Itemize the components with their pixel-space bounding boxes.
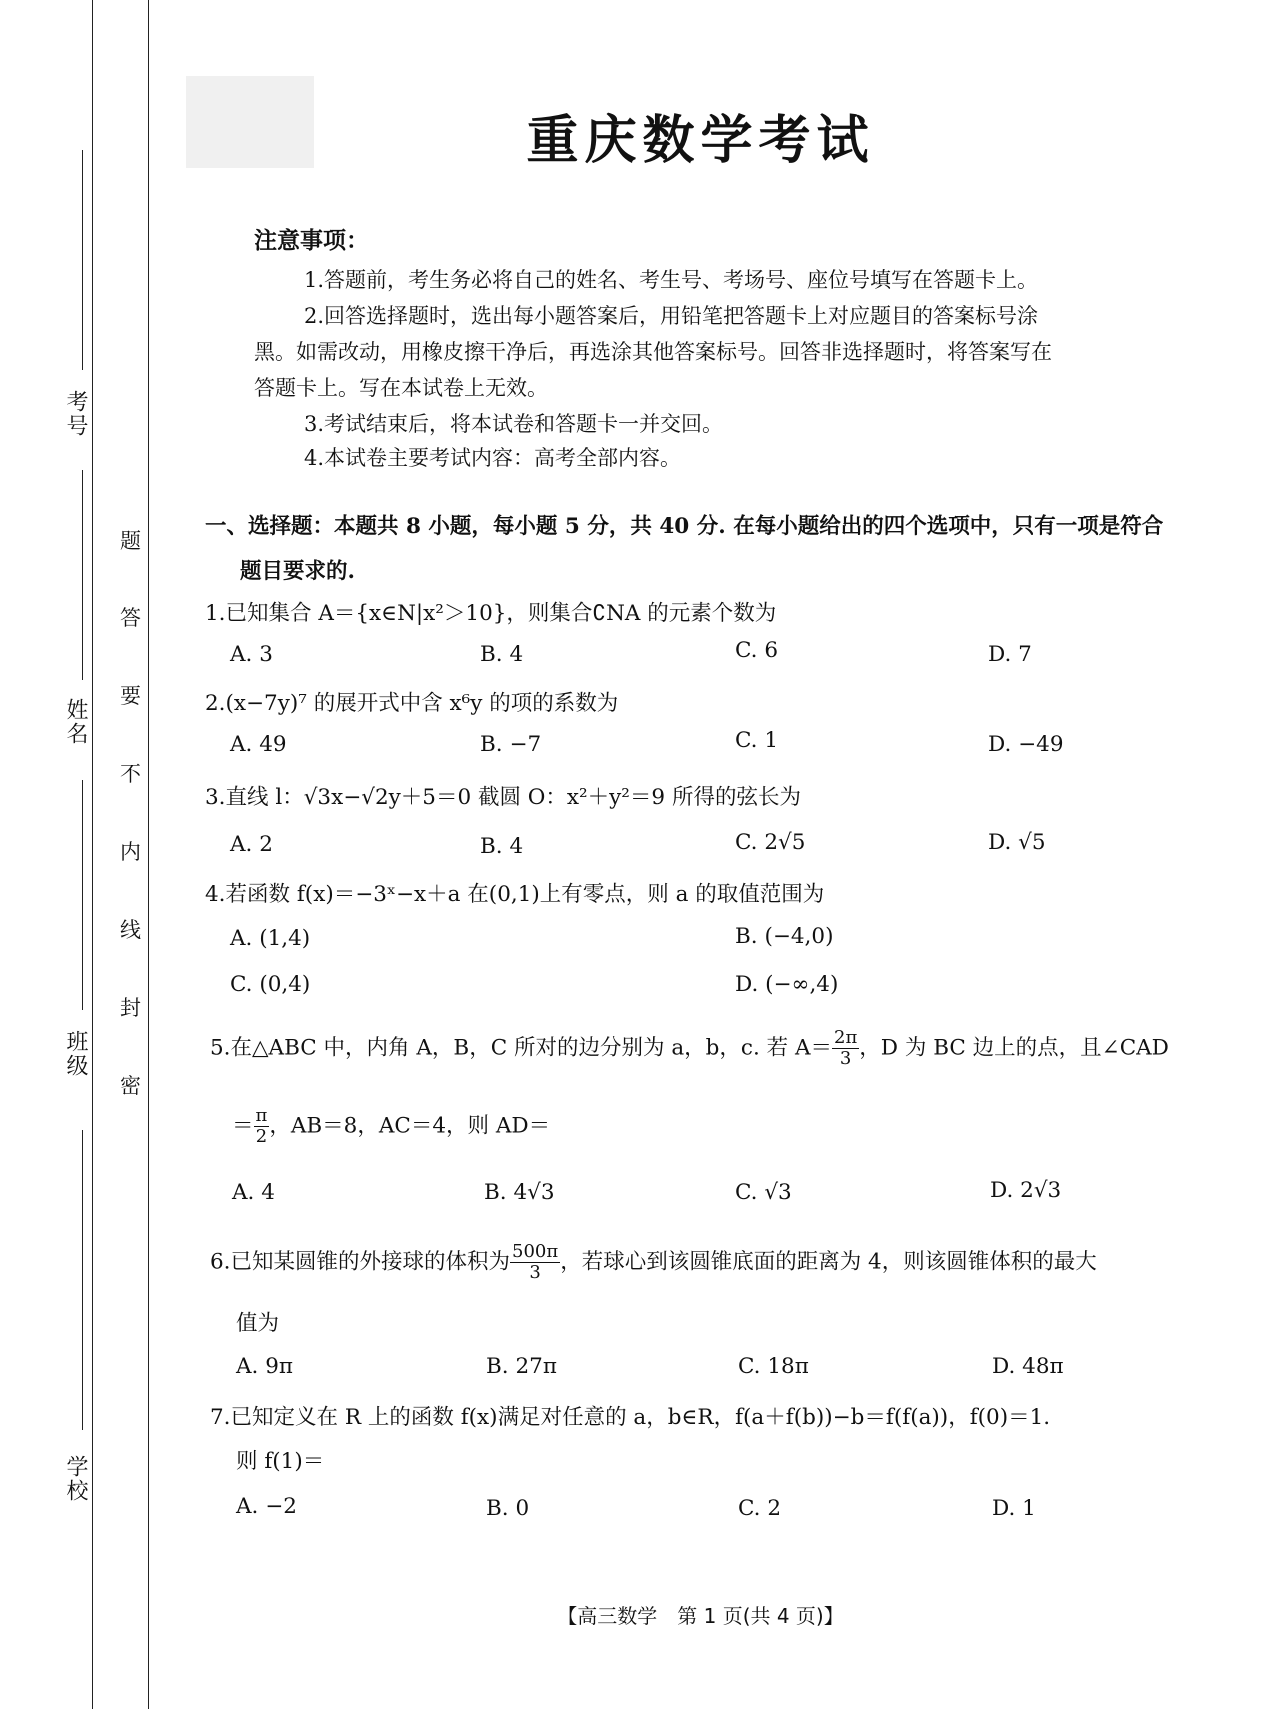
q4-option-d[interactable]: D. (−∞,4) bbox=[735, 972, 839, 997]
question-5-stem-line2 bbox=[232, 1106, 550, 1147]
note-2b: 黑。如需改动，用橡皮擦干净后，再选涂其他答案标号。回答非选择题时，将答案写在 bbox=[254, 340, 1052, 364]
q6-stem-a: 6.已知某圆锥的外接球的体积为 bbox=[210, 1249, 511, 1275]
q7-option-c[interactable]: C. 2 bbox=[738, 1496, 782, 1521]
q6-stem-b: ，若球心到该圆锥底面的距离为 4，则该圆锥体积的最大 bbox=[560, 1249, 1097, 1275]
xuexiao-blank[interactable] bbox=[82, 1130, 83, 1430]
q6-option-d[interactable]: D. 48π bbox=[992, 1354, 1064, 1379]
question-7-stem-line2: 则 f(1)＝ bbox=[236, 1449, 325, 1474]
q3-option-b[interactable]: B. 4 bbox=[480, 834, 524, 859]
question-7-stem-line1: 7.已知定义在 R 上的函数 f(x)满足对任意的 a，b∈R，f(a＋f(b))−b＝f(f(a))，f(0)＝1. bbox=[210, 1405, 1051, 1430]
q5-frac-b-den: 2 bbox=[255, 1126, 268, 1147]
q4-option-b[interactable]: B. (−4,0) bbox=[735, 924, 834, 949]
q5-option-d[interactable]: D. 2√3 bbox=[990, 1178, 1062, 1203]
q4-option-a[interactable]: A. (1,4) bbox=[230, 926, 311, 951]
q1-option-b[interactable]: B. 4 bbox=[480, 642, 524, 667]
q3-option-d[interactable]: D. √5 bbox=[988, 830, 1046, 855]
q7-option-d[interactable]: D. 1 bbox=[992, 1496, 1036, 1521]
q6-option-a[interactable]: A. 9π bbox=[236, 1354, 294, 1379]
binding-line-inner bbox=[148, 0, 149, 1709]
kaohao-label: 考号 bbox=[63, 390, 88, 438]
q6-option-c[interactable]: C. 18π bbox=[738, 1354, 809, 1379]
binding-line-outer bbox=[92, 0, 93, 1709]
q2-option-b[interactable]: B. −7 bbox=[480, 732, 542, 757]
q5-option-c[interactable]: C. √3 bbox=[735, 1180, 792, 1205]
seal-char: 内 bbox=[120, 840, 141, 864]
seal-char: 线 bbox=[120, 918, 141, 942]
q2-option-d[interactable]: D. −49 bbox=[988, 732, 1064, 757]
question-6-stem-line1 bbox=[210, 1242, 1097, 1283]
q1-option-a[interactable]: A. 3 bbox=[230, 642, 273, 667]
seal-char: 封 bbox=[120, 996, 141, 1020]
seal-char: 答 bbox=[120, 606, 141, 630]
q6-fraction bbox=[510, 1242, 560, 1283]
q5-stem-d: ，AB＝8，AC＝4，则 AD＝ bbox=[269, 1113, 551, 1139]
q5-frac-b-num: π bbox=[255, 1105, 268, 1126]
q5-frac-a-den: 3 bbox=[839, 1048, 852, 1069]
q5-stem-a: 5.在△ABC 中，内角 A，B，C 所对的边分别为 a，b，c. 若 A＝ bbox=[210, 1035, 832, 1061]
q2-option-a[interactable]: A. 49 bbox=[230, 732, 287, 757]
seal-char: 密 bbox=[120, 1074, 141, 1098]
seal-char: 不 bbox=[120, 762, 141, 786]
xingming-label: 姓名 bbox=[63, 698, 88, 746]
note-3: 3.考试结束后，将本试卷和答题卡一并交回。 bbox=[304, 412, 724, 436]
question-1-stem: 1.已知集合 A＝{x∈N|x²＞10}，则集合∁NA 的元素个数为 bbox=[205, 601, 777, 626]
page-title: 重庆数学考试 bbox=[526, 111, 875, 171]
note-1: 1.答题前，考生务必将自己的姓名、考生号、考场号、座位号填写在答题卡上。 bbox=[304, 268, 1039, 292]
page-footer: 【高三数学 第 1 页(共 4 页)】 bbox=[557, 1604, 844, 1628]
xuexiao-label: 学校 bbox=[63, 1455, 88, 1503]
seal-char: 要 bbox=[120, 684, 141, 708]
seal-char: 题 bbox=[120, 529, 141, 553]
q6-frac-den: 3 bbox=[529, 1262, 541, 1283]
section-1-heading: 一、选择题：本题共 8 小题，每小题 5 分，共 40 分. 在每小题给出的四个选项中，只有一项是符合 bbox=[205, 514, 1164, 539]
q2-option-c[interactable]: C. 1 bbox=[735, 728, 779, 753]
note-2a: 2.回答选择题时，选出每小题答案后，用铅笔把答题卡上对应题目的答案标号涂 bbox=[304, 304, 1039, 328]
note-2c: 答题卡上。写在本试卷上无效。 bbox=[254, 376, 548, 400]
q5-frac-a-num: 2π bbox=[834, 1027, 858, 1048]
banji-blank[interactable] bbox=[82, 780, 83, 1010]
kaohao-blank[interactable] bbox=[82, 150, 83, 370]
q3-option-a[interactable]: A. 2 bbox=[230, 832, 273, 857]
question-3-stem: 3.直线 l：√3x−√2y＋5＝0 截圆 O：x²＋y²＝9 所得的弦长为 bbox=[205, 785, 801, 810]
q3-option-c[interactable]: C. 2√5 bbox=[735, 830, 806, 855]
q4-option-c[interactable]: C. (0,4) bbox=[230, 972, 311, 997]
q1-option-c[interactable]: C. 6 bbox=[735, 638, 779, 663]
q5-stem-c: ＝ bbox=[232, 1113, 254, 1139]
q6-frac-num: 500π bbox=[512, 1241, 559, 1262]
q7-option-b[interactable]: B. 0 bbox=[486, 1496, 530, 1521]
q5-stem-b: ，D 为 BC 边上的点，且∠CAD bbox=[859, 1035, 1169, 1061]
question-4-stem: 4.若函数 f(x)＝−3ˣ−x＋a 在(0,1)上有零点，则 a 的取值范围为 bbox=[205, 882, 825, 907]
xingming-blank[interactable] bbox=[82, 470, 83, 680]
question-6-stem-line2: 值为 bbox=[236, 1311, 280, 1336]
banji-label: 班级 bbox=[63, 1030, 88, 1078]
section-1-heading-cont: 题目要求的. bbox=[240, 559, 355, 584]
question-2-stem: 2.(x−7y)⁷ 的展开式中含 x⁶y 的项的系数为 bbox=[205, 691, 619, 716]
notes-heading: 注意事项： bbox=[254, 228, 369, 254]
q5-option-b[interactable]: B. 4√3 bbox=[484, 1180, 555, 1205]
question-5-stem-line1 bbox=[210, 1028, 1169, 1069]
q5-option-a[interactable]: A. 4 bbox=[232, 1180, 275, 1205]
q5-fraction-b bbox=[254, 1106, 270, 1147]
q1-option-d[interactable]: D. 7 bbox=[988, 642, 1032, 667]
q6-option-b[interactable]: B. 27π bbox=[486, 1354, 557, 1379]
q7-option-a[interactable]: A. −2 bbox=[236, 1494, 297, 1519]
note-4: 4.本试卷主要考试内容：高考全部内容。 bbox=[304, 446, 682, 470]
q5-fraction-a bbox=[832, 1028, 859, 1069]
